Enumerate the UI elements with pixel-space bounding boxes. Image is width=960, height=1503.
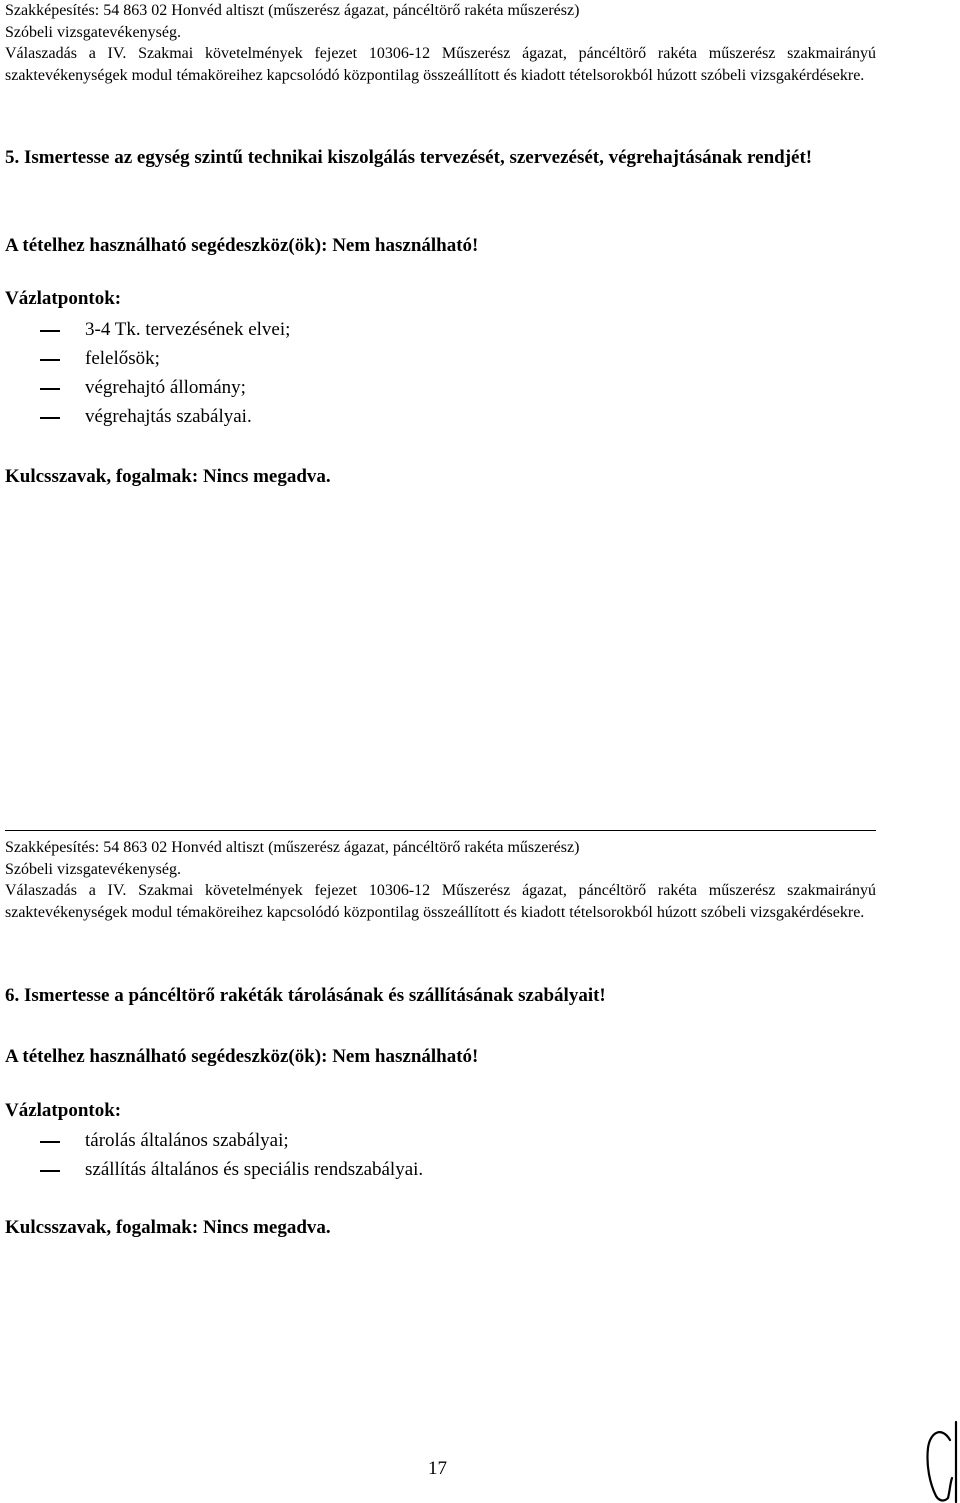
dash-bullet-icon	[40, 388, 60, 390]
page-number: 17	[428, 1458, 447, 1479]
qualification-line: Szakképesítés: 54 863 02 Honvéd altiszt (műszerész ágazat, páncéltörő rakéta műszerész)	[5, 839, 580, 856]
exam-header-2	[5, 837, 876, 923]
instruction-paragraph: Válaszadás a IV. Szakmai követelmények fejezet 10306-12 Műszerész ágazat, páncéltörő rakéta műszerész szakmairányú szaktevékenységek modul témaköreihez kapcsolódó központilag összeállított és kiadott tételsorokból húzott szóbeli vizsgakérdésekre.	[5, 45, 876, 84]
question-6: 6. Ismertesse a páncéltörő rakéták tárolásának és szállításának szabályait!	[5, 985, 606, 1006]
qualification-line: Szakképesítés: 54 863 02 Honvéd altiszt (műszerész ágazat, páncéltörő rakéta műszerész)	[5, 2, 580, 19]
keywords-label: Kulcsszavak, fogalmak:	[5, 466, 199, 487]
keywords-label: Kulcsszavak, fogalmak:	[5, 1217, 199, 1238]
aid-line-5	[5, 234, 876, 258]
dash-bullet-icon	[40, 1141, 60, 1143]
aid-line-6	[5, 1045, 876, 1069]
dash-bullet-icon	[40, 359, 60, 361]
aid-value: Nem használható!	[332, 1046, 479, 1067]
exam-header-1	[5, 0, 876, 86]
aid-label: A tételhez használható segédeszköz(ök):	[5, 1046, 328, 1067]
keywords-value: Nincs megadva.	[202, 1217, 331, 1238]
instruction-paragraph: Válaszadás a IV. Szakmai követelmények fejezet 10306-12 Műszerész ágazat, páncéltörő rakéta műszerész szakmairányú szaktevékenységek modul témaköreihez kapcsolódó központilag összeállított és kiadott tételsorokból húzott szóbeli vizsgakérdésekre.	[5, 882, 876, 921]
outline-title-6: Vázlatpontok:	[5, 1100, 122, 1121]
keywords-value: Nincs megadva.	[202, 466, 331, 487]
document-page: Szakképesítés: 54 863 02 Honvéd altiszt (műszerész ágazat, páncéltörő rakéta műszerész) Szóbeli vizsgatevékenység. Válaszadás a IV. Szakmai követelmények fejezet 10306-12 Műszerész ágazat, páncéltörő rakéta műszerész szakmairányú szaktevékenységek modul témaköreihez kapcsolódó központilag összeállított és kiadott tételsorokból húzott szóbeli vizsgakérdésekre. 5. Ismertesse az egység szintű technikai kiszolgálás tervezését, szervezését, végrehajtásának rendjét! A tételhez használható segédeszköz(ök): Nem használható! Vázlatpontok: 3-4 Tk. tervezésének elvei; felelősök; végrehajtó állomány; végrehajtás szabályai. Kulcsszavak, fogalmak: Nincs megadva. Szakképesítés: 54 863 02 Honvéd altiszt (műszerész ágazat, páncéltörő rakéta műszerész) Szóbeli vizsgatevékenység. Válaszadás a IV. Szakmai követelmények fejezet 10306-12 Műszerész ágazat, páncéltörő rakéta műszerész szakmairányú szaktevékenységek modul témaköreihez kapcsolódó központilag összeállított és kiadott tételsorokból húzott szóbeli vizsgakérdésekre. 6. Ismertesse a páncéltörő rakéták tárolásának és szállításának szabályait! A tételhez használható segédeszköz(ök): Nem használható! Vázlatpontok: tárolás általános szabályai; szállítás általános és speciális rendszabályai. Kulcsszavak, fogalmak: Nincs megadva. 17	[0, 0, 960, 1503]
aid-value: Nem használható!	[332, 235, 479, 256]
activity-line: Szóbeli vizsgatevékenység.	[5, 860, 181, 878]
aid-label: A tételhez használható segédeszköz(ök):	[5, 235, 328, 256]
dash-bullet-icon	[40, 1170, 60, 1172]
outline-title-5: Vázlatpontok:	[5, 288, 122, 309]
keywords-line-5	[5, 465, 876, 489]
signature-mark-icon	[920, 1418, 960, 1503]
section-divider	[5, 830, 876, 831]
question-5: 5. Ismertesse az egység szintű technikai kiszolgálás tervezését, szervezését, végrehajtásának rendjét!	[5, 147, 813, 168]
keywords-line-6	[5, 1216, 876, 1240]
dash-bullet-icon	[40, 417, 60, 419]
activity-line: Szóbeli vizsgatevékenység.	[5, 23, 181, 41]
dash-bullet-icon	[40, 330, 60, 332]
